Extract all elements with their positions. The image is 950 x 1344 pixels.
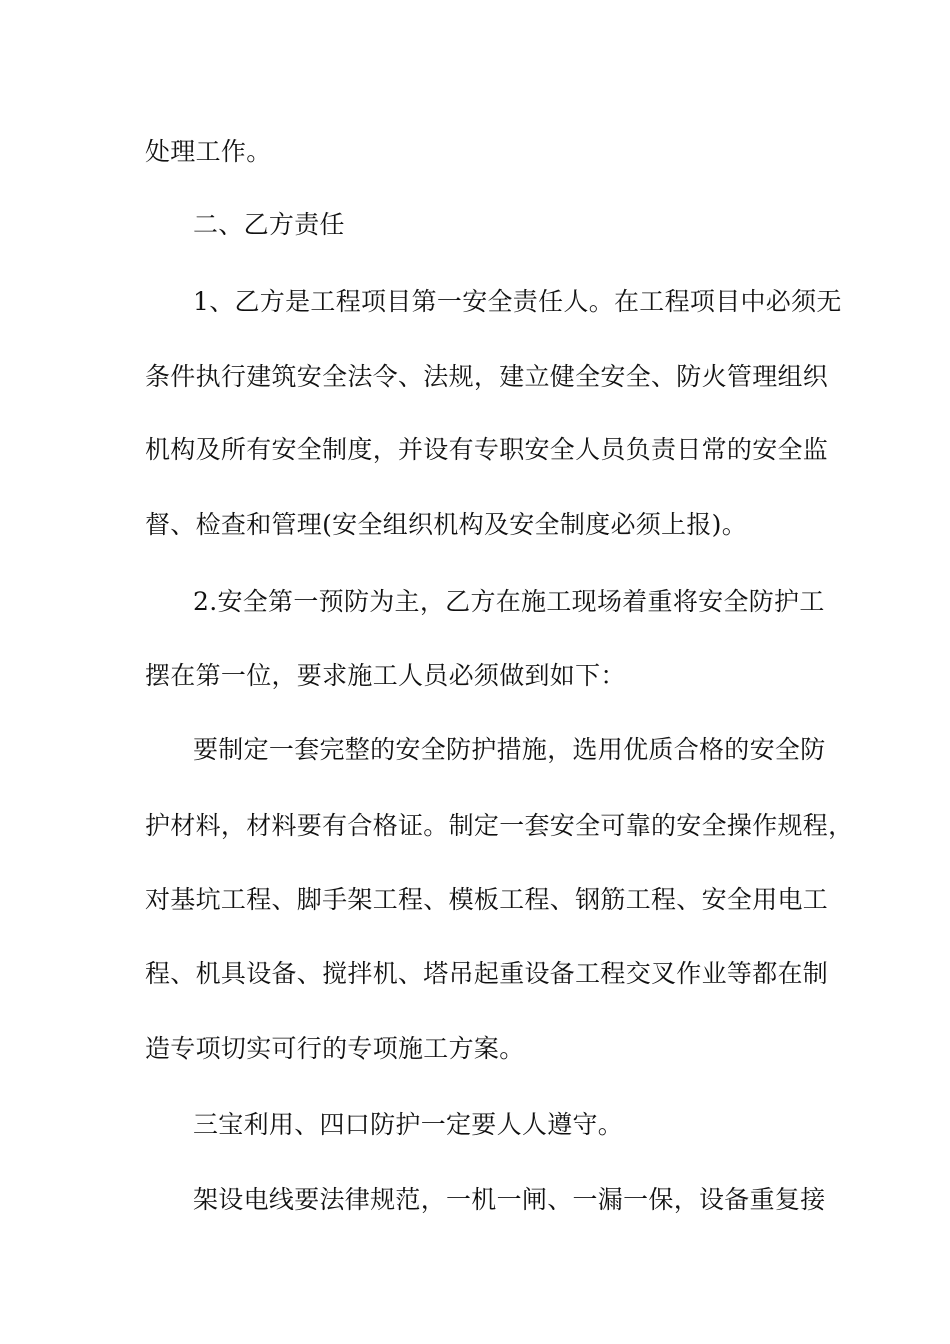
text-line: 督、检查和管理(安全组织机构及安全制度必须上报)。: [145, 510, 748, 539]
text-line: 机构及所有安全制度，并设有专职安全人员负责日常的安全监: [145, 435, 829, 464]
text-line: 摆在第一位，要求施工人员必须做到如下：: [145, 661, 626, 690]
text-line: 架设电线要法律规范，一机一闸、一漏一保，设备重复接: [193, 1185, 826, 1214]
text-line: 造专项切实可行的专项施工方案。: [145, 1034, 525, 1063]
text-line: 处理工作。: [145, 137, 272, 166]
text-line: 程、机具设备、搅拌机、塔吊起重设备工程交叉作业等都在制: [145, 959, 829, 988]
text-line: 要制定一套完整的安全防护措施，选用优质合格的安全防: [193, 735, 826, 764]
text-line: 护材料，材料要有合格证。制定一套安全可靠的安全操作规程，: [145, 811, 854, 840]
section-heading: 二、乙方责任: [193, 210, 345, 239]
text-line: 2.安全第一预防为主，乙方在施工现场着重将安全防护工: [193, 587, 825, 616]
text-line: 条件执行建筑安全法令、法规，建立健全安全、防火管理组织: [145, 362, 829, 391]
text-line: 三宝利用、四口防护一定要人人遵守。: [193, 1110, 624, 1139]
text-line: 对基坑工程、脚手架工程、模板工程、钢筋工程、安全用电工: [145, 885, 829, 914]
text-line: 1、乙方是工程项目第一安全责任人。在工程项目中必须无: [193, 287, 842, 316]
